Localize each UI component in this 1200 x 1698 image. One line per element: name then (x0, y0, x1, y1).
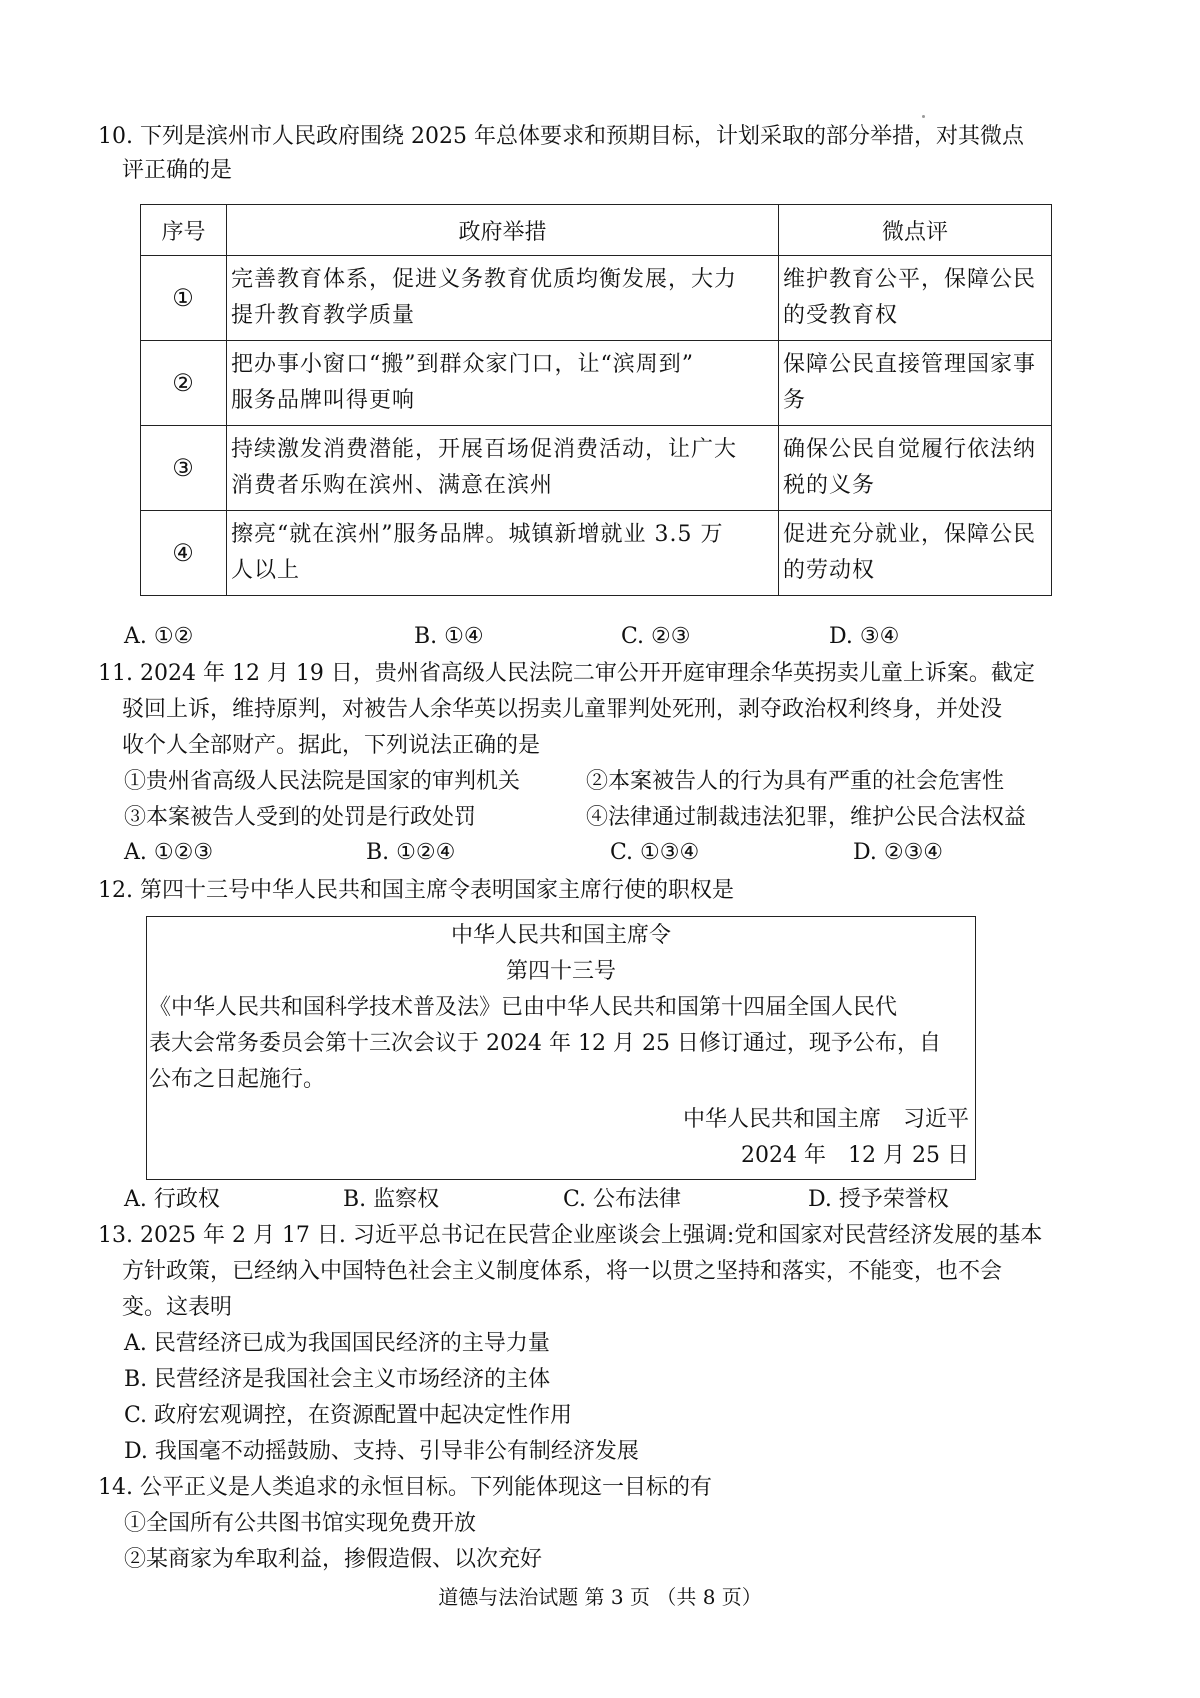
q12-option-a: A. 行政权 (124, 1187, 220, 1212)
decree-body-line-1: 《中华人民共和国科学技术普及法》已由中华人民共和国第十四届全国人民代 (149, 995, 898, 1020)
measure-cell (227, 511, 779, 596)
decree-box (146, 916, 976, 1180)
q10-option-d: D. ③④ (829, 624, 900, 649)
q12-option-d: D. 授予荣誉权 (808, 1187, 949, 1212)
decree-date: 2024 年 12 月 25 日 (741, 1143, 969, 1168)
q13-option-d: D. 我国毫不动摇鼓励、支持、引导非公有制经济发展 (124, 1439, 639, 1464)
measure-line: 提升教育教学质量 (231, 303, 416, 328)
q11-stem-line-2: 驳回上诉，维持原判，对被告人余华英以拐卖儿童罪判处死刑，剥夺政治权利终身，并处没 (122, 697, 1003, 722)
q12-stem: 12. 第四十三号中华人民共和国主席令表明国家主席行使的职权是 (98, 878, 734, 903)
measure-line: 消费者乐购在滨州、满意在滨州 (231, 473, 554, 498)
measure-line: 持续激发消费潜能，开展百场促消费活动，让广大 (231, 437, 738, 462)
comment-line: 税的义务 (783, 473, 876, 498)
q13-option-c: C. 政府宏观调控，在资源配置中起决定性作用 (124, 1403, 573, 1428)
measure-cell (227, 426, 779, 511)
q10-option-b: B. ①④ (414, 624, 484, 649)
comment-line: 确保公民自觉履行依法纳 (783, 437, 1037, 462)
measure-line: 擦亮“就在滨州”服务品牌。城镇新增就业 3.5 万 (231, 522, 724, 547)
comment-line: 的受教育权 (783, 303, 899, 328)
col-header-number: 序号 (141, 205, 227, 256)
row-number: ② (141, 341, 227, 426)
q14-statement-2: ②某商家为牟取利益，掺假造假、以次充好 (124, 1547, 543, 1572)
measure-cell (227, 256, 779, 341)
comment-line: 的劳动权 (783, 558, 876, 583)
col-header-comment: 微点评 (779, 205, 1052, 256)
q13-stem-line-2: 方针政策，已经纳入中国特色社会主义制度体系，将一以贯之坚持和落实，不能变，也不会 (122, 1259, 1003, 1284)
comment-line: 务 (783, 388, 807, 413)
decree-signature: 中华人民共和国主席 习近平 (682, 1107, 969, 1132)
q11-options (0, 838, 1200, 868)
comment-cell (779, 256, 1052, 341)
q11-statement-3: ③本案被告人受到的处罚是行政处罚 (124, 805, 477, 830)
row-number: ③ (141, 426, 227, 511)
q11-option-d: D. ②③④ (853, 840, 944, 865)
q10-stem-line-2: 评正确的是 (122, 158, 233, 183)
decree-title: 中华人民共和国主席令 (450, 923, 671, 948)
measure-line: 服务品牌叫得更响 (231, 388, 416, 413)
q13-option-a: A. 民营经济已成为我国国民经济的主导力量 (124, 1331, 550, 1356)
q11-stem-line-3: 收个人全部财产。据此，下列说法正确的是 (122, 733, 541, 758)
measure-cell (227, 341, 779, 426)
table-row (141, 256, 1052, 341)
q11-statement-2: ②本案被告人的行为具有严重的社会危害性 (586, 769, 1005, 794)
q13-option-b: B. 民营经济是我国社会主义市场经济的主体 (124, 1367, 551, 1392)
q14-stem: 14. 公平正义是人类追求的永恒目标。下列能体现这一目标的有 (98, 1475, 712, 1500)
q12-options (0, 1185, 1200, 1215)
row-number: ④ (141, 511, 227, 596)
q11-stem-line-1: 11. 2024 年 12 月 19 日，贵州省高级人民法院二审公开开庭审理余华英拐卖儿童上诉案。截定 (98, 661, 1035, 686)
comment-line: 促进充分就业，保障公民 (783, 522, 1037, 547)
table-row (141, 341, 1052, 426)
q10-option-c: C. ②③ (621, 624, 691, 649)
q11-option-a: A. ①②③ (124, 840, 214, 865)
q10-stem-line-1: 10. 下列是滨州市人民政府围绕 2025 年总体要求和预期目标，计划采取的部分举措，对其微点 (98, 124, 1024, 149)
col-header-measure: 政府举措 (227, 205, 779, 256)
measure-line: 把办事小窗口“搬”到群众家门口，让“滨周到” (231, 352, 694, 377)
q11-statement-1: ①贵州省高级人民法院是国家的审判机关 (124, 769, 521, 794)
page-footer: 道德与法治试题 第 3 页 （共 8 页） (438, 1585, 762, 1609)
comment-line: 保障公民直接管理国家事 (783, 352, 1037, 377)
row-number: ① (141, 256, 227, 341)
table-row (141, 426, 1052, 511)
q13-stem-line-3: 变。这表明 (122, 1295, 233, 1320)
decree-number: 第四十三号 (505, 959, 616, 984)
scan-speck (922, 115, 925, 118)
comment-cell (779, 426, 1052, 511)
q14-statement-1: ①全国所有公共图书馆实现免费开放 (124, 1511, 477, 1536)
q11-option-c: C. ①③④ (610, 840, 700, 865)
q10-table (140, 204, 1052, 596)
measure-line: 完善教育体系，促进义务教育优质均衡发展，大力 (231, 267, 738, 292)
q10-option-a: A. ①② (124, 624, 194, 649)
comment-line: 维护教育公平，保障公民 (783, 267, 1037, 292)
q13-stem-line-1: 13. 2025 年 2 月 17 日. 习近平总书记在民营企业座谈会上强调:党和国家对民营经济发展的基本 (98, 1223, 1043, 1248)
q10-options (0, 622, 1200, 652)
q11-option-b: B. ①②④ (366, 840, 456, 865)
measure-line: 人以上 (231, 558, 301, 583)
decree-body-line-3: 公布之日起施行。 (149, 1067, 326, 1092)
table-row (141, 511, 1052, 596)
q12-option-c: C. 公布法律 (563, 1187, 682, 1212)
comment-cell (779, 341, 1052, 426)
q11-statement-4: ④法律通过制裁违法犯罪，维护公民合法权益 (586, 805, 1027, 830)
decree-body-line-2: 表大会常务委员会第十三次会议于 2024 年 12 月 25 日修订通过，现予公布，自 (149, 1031, 941, 1056)
q12-option-b: B. 监察权 (343, 1187, 440, 1212)
table-header-row (141, 205, 1052, 256)
comment-cell (779, 511, 1052, 596)
